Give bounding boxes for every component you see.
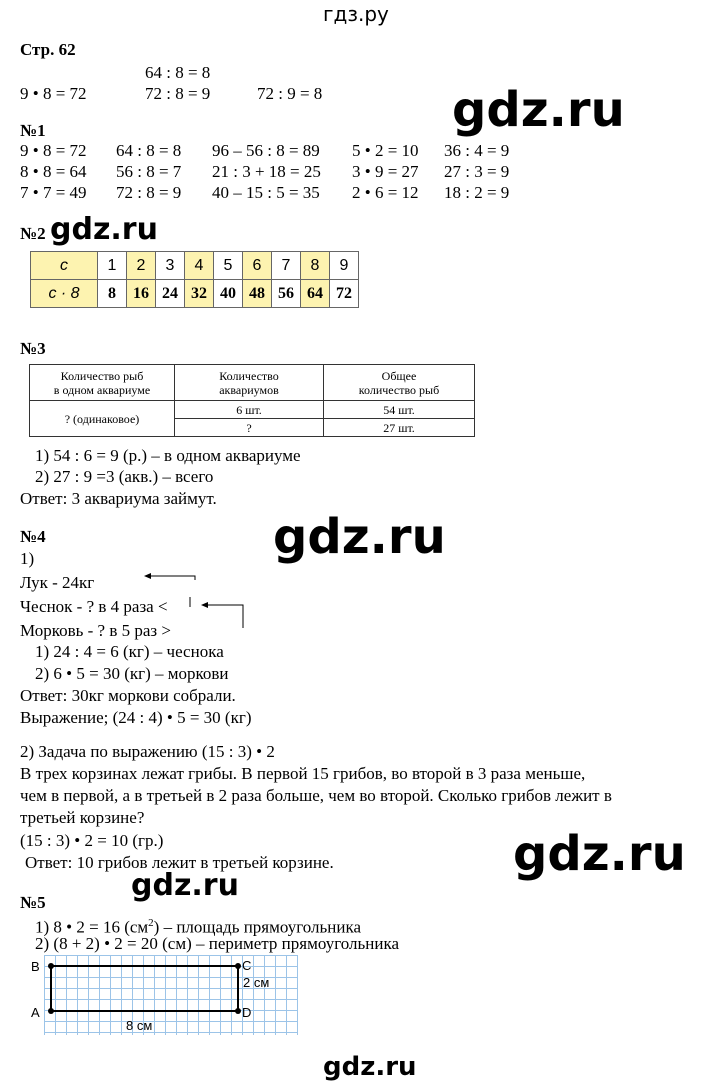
eq: 96 – 56 : 8 = 89	[212, 141, 320, 160]
bottom-label: 8 см	[126, 1018, 153, 1033]
table-cell: 40	[214, 280, 243, 308]
site-header: гдз.ру	[323, 2, 389, 26]
answer: Ответ: 3 аквариума займут.	[20, 489, 217, 508]
multiplication-table	[30, 251, 359, 308]
eq: 8 • 8 = 64	[20, 162, 87, 181]
task-text: В трех корзинах лежат грибы. В первой 15 грибов, во второй в 3 раза меньше,	[20, 764, 586, 783]
solution-line: 2) 6 • 5 = 30 (кг) – моркови	[35, 664, 229, 683]
watermark-1: gdz.ru	[452, 82, 625, 138]
fish-table	[29, 364, 475, 437]
task-2-title: №2	[20, 224, 46, 243]
part-label: 1)	[20, 549, 35, 568]
condition-arrows	[140, 570, 250, 640]
table-header: Количество аквариумов	[175, 365, 324, 401]
area-text: 1) 8 • 2 = 16 (см	[35, 917, 149, 937]
calculation: (15 : 3) • 2 = 10 (гр.)	[20, 831, 164, 850]
table-cell: 27 шт.	[324, 419, 475, 437]
eq: 21 : 3 + 18 = 25	[212, 162, 321, 181]
condition-line: Лук - 24кг	[20, 573, 95, 592]
intro-eq: 72 : 9 = 8	[257, 84, 323, 103]
table-header: Общее количество рыб	[324, 365, 475, 401]
condition-line: Морковь - ? в 5 раз >	[20, 621, 171, 640]
table-cell: ? (одинаковое)	[30, 401, 175, 437]
eq: 64 : 8 = 8	[116, 141, 182, 160]
task-3-title: №3	[20, 339, 46, 358]
eq: 18 : 2 = 9	[444, 183, 510, 202]
answer: Ответ: 30кг моркови собрали.	[20, 686, 236, 705]
eq: 72 : 8 = 9	[116, 183, 182, 202]
table-cell: 6	[243, 252, 272, 280]
table-cell: 6 шт.	[175, 401, 324, 419]
vertex-a: A	[31, 1005, 40, 1020]
table-cell: 1	[98, 252, 127, 280]
watermark-6: gdz.ru	[323, 1052, 417, 1082]
eq: 3 • 9 = 27	[352, 162, 419, 181]
table-cell: 72	[330, 280, 359, 308]
area-text-end: ) – площадь прямоугольника	[153, 917, 362, 937]
side-label: 2 см	[243, 975, 270, 990]
solution-line: 2) 27 : 9 =3 (акв.) – всего	[35, 467, 214, 486]
task-text: чем в первой, а в третьей в 2 раза больше, чем во второй. Сколько грибов лежит в	[20, 786, 612, 805]
part-label: 2) Задача по выражению (15 : 3) • 2	[20, 742, 275, 761]
table-cell: 9	[330, 252, 359, 280]
task-text: третьей корзине?	[20, 808, 145, 827]
vertex-b: B	[31, 959, 40, 974]
eq: 9 • 8 = 72	[20, 141, 87, 160]
table-cell: 4	[185, 252, 214, 280]
eq: 56 : 8 = 7	[116, 162, 182, 181]
solution-line: 2) (8 + 2) • 2 = 20 (см) – периметр прямоугольника	[35, 934, 399, 953]
table-cell: 64	[301, 280, 330, 308]
table-cell: 5	[214, 252, 243, 280]
eq: 27 : 3 = 9	[444, 162, 510, 181]
eq: 2 • 6 = 12	[352, 183, 419, 202]
table-label: c	[31, 252, 98, 280]
rectangle-drawing	[44, 955, 298, 1035]
eq: 40 – 15 : 5 = 35	[212, 183, 320, 202]
intro-eq: 64 : 8 = 8	[145, 63, 211, 82]
condition-line: Чеснок - ? в 4 раза <	[20, 597, 168, 616]
table-cell: 8	[301, 252, 330, 280]
table-label: c · 8	[31, 280, 98, 308]
table-cell: 24	[156, 280, 185, 308]
task-5-title: №5	[20, 893, 46, 912]
table-cell: 8	[98, 280, 127, 308]
vertex-c: C	[242, 958, 252, 973]
superscript: 2	[148, 917, 154, 929]
task-4-title: №4	[20, 527, 46, 546]
table-cell: 7	[272, 252, 301, 280]
table-cell: 3	[156, 252, 185, 280]
table-header: Количество рыб в одном аквариуме	[30, 365, 175, 401]
solution-line: 1) 24 : 4 = 6 (кг) – чеснока	[35, 642, 224, 661]
table-cell: 32	[185, 280, 214, 308]
watermark-3: gdz.ru	[273, 509, 446, 565]
task-1-title: №1	[20, 121, 46, 140]
table-cell: 2	[127, 252, 156, 280]
solution-line: 1) 54 : 6 = 9 (р.) – в одном аквариуме	[35, 446, 301, 465]
eq: 36 : 4 = 9	[444, 141, 510, 160]
vertex-d: D	[242, 1005, 252, 1020]
watermark-4: gdz.ru	[513, 826, 686, 882]
eq: 5 • 2 = 10	[352, 141, 419, 160]
expression: Выражение; (24 : 4) • 5 = 30 (кг)	[20, 708, 252, 727]
table-cell: 48	[243, 280, 272, 308]
watermark-2: gdz.ru	[50, 212, 158, 247]
table-cell: 16	[127, 280, 156, 308]
watermark-5: gdz.ru	[131, 868, 239, 903]
table-cell: 54 шт.	[324, 401, 475, 419]
intro-eq: 9 • 8 = 72	[20, 84, 87, 103]
intro-eq: 72 : 8 = 9	[145, 84, 211, 103]
eq: 7 • 7 = 49	[20, 183, 87, 202]
page-title: Стр. 62	[20, 40, 76, 59]
table-cell: ?	[175, 419, 324, 437]
table-cell: 56	[272, 280, 301, 308]
answer: Ответ: 10 грибов лежит в третьей корзине.	[25, 853, 334, 872]
